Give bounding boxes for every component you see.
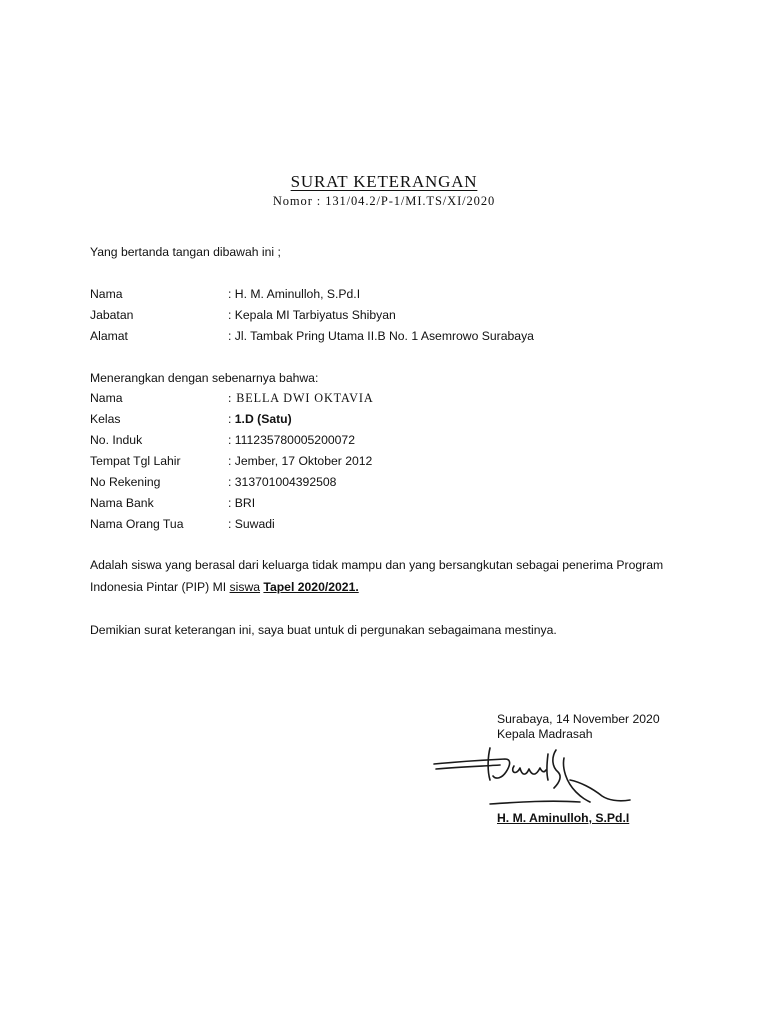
- student-id-label: No. Induk: [90, 433, 143, 447]
- student-name-value: : BELLA DWI OKTAVIA: [228, 391, 374, 405]
- student-class-row: [90, 412, 690, 428]
- intro-text: Yang bertanda tangan dibawah ini ;: [90, 245, 281, 259]
- student-bank-value: : BRI: [228, 496, 256, 510]
- signatory-address-value: : Jl. Tambak Pring Utama II.B No. 1 Asemrowo Surabaya: [228, 329, 534, 343]
- student-class-value: 1.D (Satu): [234, 412, 292, 426]
- student-class-value-wrap: [228, 412, 292, 427]
- student-birth-label: Tempat Tgl Lahir: [90, 454, 181, 468]
- student-bank-row: [90, 496, 690, 512]
- student-account-row: [90, 475, 690, 491]
- signatory-name-label: Nama: [90, 287, 123, 301]
- student-class-prefix: :: [228, 412, 235, 426]
- student-name-label: Nama: [90, 391, 123, 405]
- signatory-name-row: [90, 287, 690, 303]
- student-birth-row: [90, 454, 690, 470]
- main-paragraph-tapel: Tapel 2020/2021.: [263, 580, 359, 594]
- closing-text: Demikian surat keterangan ini, saya buat untuk di pergunakan sebagaimana mestinya.: [90, 623, 557, 637]
- signatory-address-label: Alamat: [90, 329, 128, 343]
- handwritten-signature: [430, 742, 635, 812]
- student-parent-value: : Suwadi: [228, 517, 275, 531]
- document-title: SURAT KETERANGAN: [290, 172, 478, 191]
- student-birth-value: : Jember, 17 Oktober 2012: [228, 454, 373, 468]
- document-number: Nomor : 131/04.2/P-1/MI.TS/XI/2020: [272, 194, 496, 208]
- signatory-position-row: [90, 308, 690, 324]
- main-paragraph-text: Adalah siswa yang berasal dari keluarga tidak mampu dan yang bersangkutan sebagai penerima Program Indonesia Pintar (PIP) MI: [90, 558, 664, 594]
- signer-name: H. M. Aminulloh, S.Pd.I: [497, 811, 630, 825]
- student-name-row: [90, 391, 690, 407]
- main-paragraph-siswa: siswa: [229, 580, 261, 594]
- signatory-address-row: [90, 329, 690, 345]
- student-class-label: Kelas: [90, 412, 121, 426]
- main-paragraph: [90, 554, 690, 598]
- place-date: Surabaya, 14 November 2020: [497, 712, 660, 726]
- signatory-position-label: Jabatan: [90, 308, 134, 322]
- signer-position: Kepala Madrasah: [497, 727, 593, 741]
- student-parent-row: [90, 517, 690, 533]
- student-id-value: : 111235780005200072: [228, 433, 355, 447]
- student-account-value: : 313701004392508: [228, 475, 337, 489]
- student-account-label: No Rekening: [90, 475, 161, 489]
- signatory-name-value: : H. M. Aminulloh, S.Pd.I: [228, 287, 361, 301]
- signatory-position-value: : Kepala MI Tarbiyatus Shibyan: [228, 308, 396, 322]
- student-id-row: [90, 433, 690, 449]
- student-bank-label: Nama Bank: [90, 496, 154, 510]
- student-parent-label: Nama Orang Tua: [90, 517, 184, 531]
- statement-intro: Menerangkan dengan sebenarnya bahwa:: [90, 371, 319, 385]
